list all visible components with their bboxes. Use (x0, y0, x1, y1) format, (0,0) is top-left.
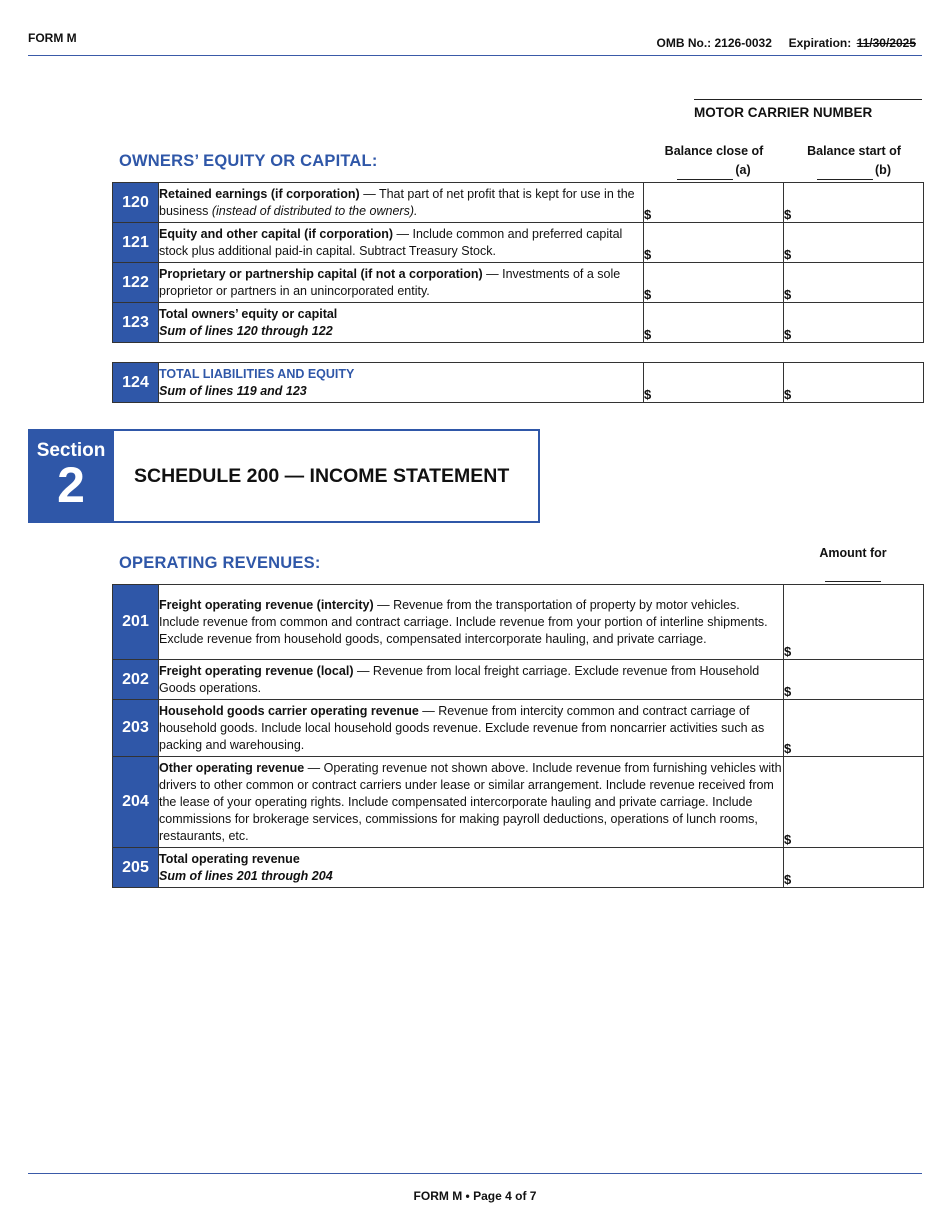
amount-field-a[interactable]: $ (644, 183, 784, 223)
line-description: Freight operating revenue (local) — Revenue from local freight carriage. Exclude revenue from Household Goods operations. (159, 660, 784, 700)
line-description: Proprietary or partnership capital (if not a corporation) — Investments of a sole proprietor or partners in an unincorporated entity. (159, 263, 644, 303)
column-b-suffix: (b) (875, 163, 891, 177)
table-row (113, 757, 924, 848)
line-description: Other operating revenue — Operating revenue not shown above. Include revenue from furnishing vehicles with drivers to other common or contract carriers under lease or similar arrangement. Include revenue received from the lease of your operating rights. Include compensated intercorporate hauling and private carriage. Include commissions for brokerage services, commissions for making payroll deductions, operations of lunch rooms, restaurants, etc. (159, 757, 784, 848)
line-description: Total operating revenue Sum of lines 201 through 204 (159, 848, 784, 888)
table-row (113, 263, 924, 303)
line-description: TOTAL LIABILITIES AND EQUITY Sum of lines 119 and 123 (159, 363, 644, 403)
omb-expiration (657, 36, 916, 50)
line-number: 203 (113, 700, 159, 757)
total-liabilities-table (112, 362, 924, 403)
header-rule (28, 55, 922, 56)
line-description: Household goods carrier operating revenue — Revenue from intercity common and contract carriage of household goods. Include local household goods revenue. Exclude revenue from noncarrier activities such as packing and warehousing. (159, 700, 784, 757)
motor-carrier-number-label: MOTOR CARRIER NUMBER (694, 105, 873, 120)
amount-field-b[interactable]: $ (784, 223, 924, 263)
column-a-year-field[interactable] (677, 167, 733, 180)
page-number: Page 4 of 7 (473, 1189, 537, 1203)
amount-field-a[interactable]: $ (644, 363, 784, 403)
line-number: 202 (113, 660, 159, 700)
line-number: 201 (113, 585, 159, 660)
column-a-suffix: (a) (735, 163, 751, 177)
line-number: 204 (113, 757, 159, 848)
section-badge (28, 429, 114, 523)
column-a-header (644, 142, 784, 180)
amount-field[interactable]: $ (784, 757, 924, 848)
amount-field-a[interactable]: $ (644, 223, 784, 263)
amount-field[interactable]: $ (784, 700, 924, 757)
omb-number: OMB No.: 2126-0032 (656, 36, 772, 50)
line-number: 205 (113, 848, 159, 888)
line-description: Freight operating revenue (intercity) — Revenue from the transportation of property by motor vehicles. Include revenue from common and contract carriage. Include revenue from your portion of interline shipments. Exclude revenue from household goods, compensated intercorporate hauling, and private carriage. (159, 585, 784, 660)
amount-field-b[interactable]: $ (784, 303, 924, 343)
amount-field-b[interactable]: $ (784, 183, 924, 223)
column-b-year-field[interactable] (817, 167, 873, 180)
table-row (113, 585, 924, 660)
section-title: SCHEDULE 200 — INCOME STATEMENT (112, 429, 540, 523)
line-description: Total owners’ equity or capital Sum of lines 120 through 122 (159, 303, 644, 343)
section-word: Section (36, 440, 106, 461)
amount-field[interactable]: $ (784, 848, 924, 888)
table-row (113, 183, 924, 223)
operating-revenues-heading: OPERATING REVENUES: (119, 554, 321, 572)
line-number: 124 (113, 363, 159, 403)
table-row (113, 363, 924, 403)
line-description: Retained earnings (if corporation) — That part of net profit that is kept for use in the business (instead of distributed to the owners). (159, 183, 644, 223)
line-number: 120 (113, 183, 159, 223)
table-row (113, 660, 924, 700)
amount-field-b[interactable]: $ (784, 363, 924, 403)
amount-column-label: Amount for (819, 546, 887, 560)
revenues-table (112, 584, 924, 888)
expiration-date: 11/30/2025 (856, 36, 916, 50)
column-b-label: Balance start of (807, 144, 901, 158)
amount-field-a[interactable]: $ (644, 263, 784, 303)
section-number: 2 (57, 457, 85, 513)
amount-year-field[interactable] (825, 569, 881, 582)
footer-rule (28, 1173, 922, 1174)
table-row (113, 303, 924, 343)
line-description: Equity and other capital (if corporation) — Include common and preferred capital stock plus additional paid-in capital. Subtract Treasury Stock. (159, 223, 644, 263)
column-a-label: Balance close of (664, 144, 764, 158)
line-number: 122 (113, 263, 159, 303)
amount-field[interactable]: $ (784, 660, 924, 700)
owners-equity-heading: OWNERS’ EQUITY OR CAPITAL: (119, 152, 378, 170)
footer-separator: • (465, 1189, 470, 1203)
form-label: FORM M (28, 31, 77, 45)
table-row (113, 848, 924, 888)
amount-field-b[interactable]: $ (784, 263, 924, 303)
expiration-label: Expiration: (788, 36, 852, 50)
line-number: 123 (113, 303, 159, 343)
table-row (113, 223, 924, 263)
page-footer (0, 1189, 950, 1203)
column-b-header (784, 142, 924, 180)
equity-table (112, 182, 924, 343)
footer-form-label: FORM M (413, 1189, 463, 1203)
line-number: 121 (113, 223, 159, 263)
amount-field-a[interactable]: $ (644, 303, 784, 343)
table-row (113, 700, 924, 757)
amount-field[interactable]: $ (784, 585, 924, 660)
amount-column-header (784, 544, 922, 582)
motor-carrier-number-field[interactable] (694, 99, 922, 100)
